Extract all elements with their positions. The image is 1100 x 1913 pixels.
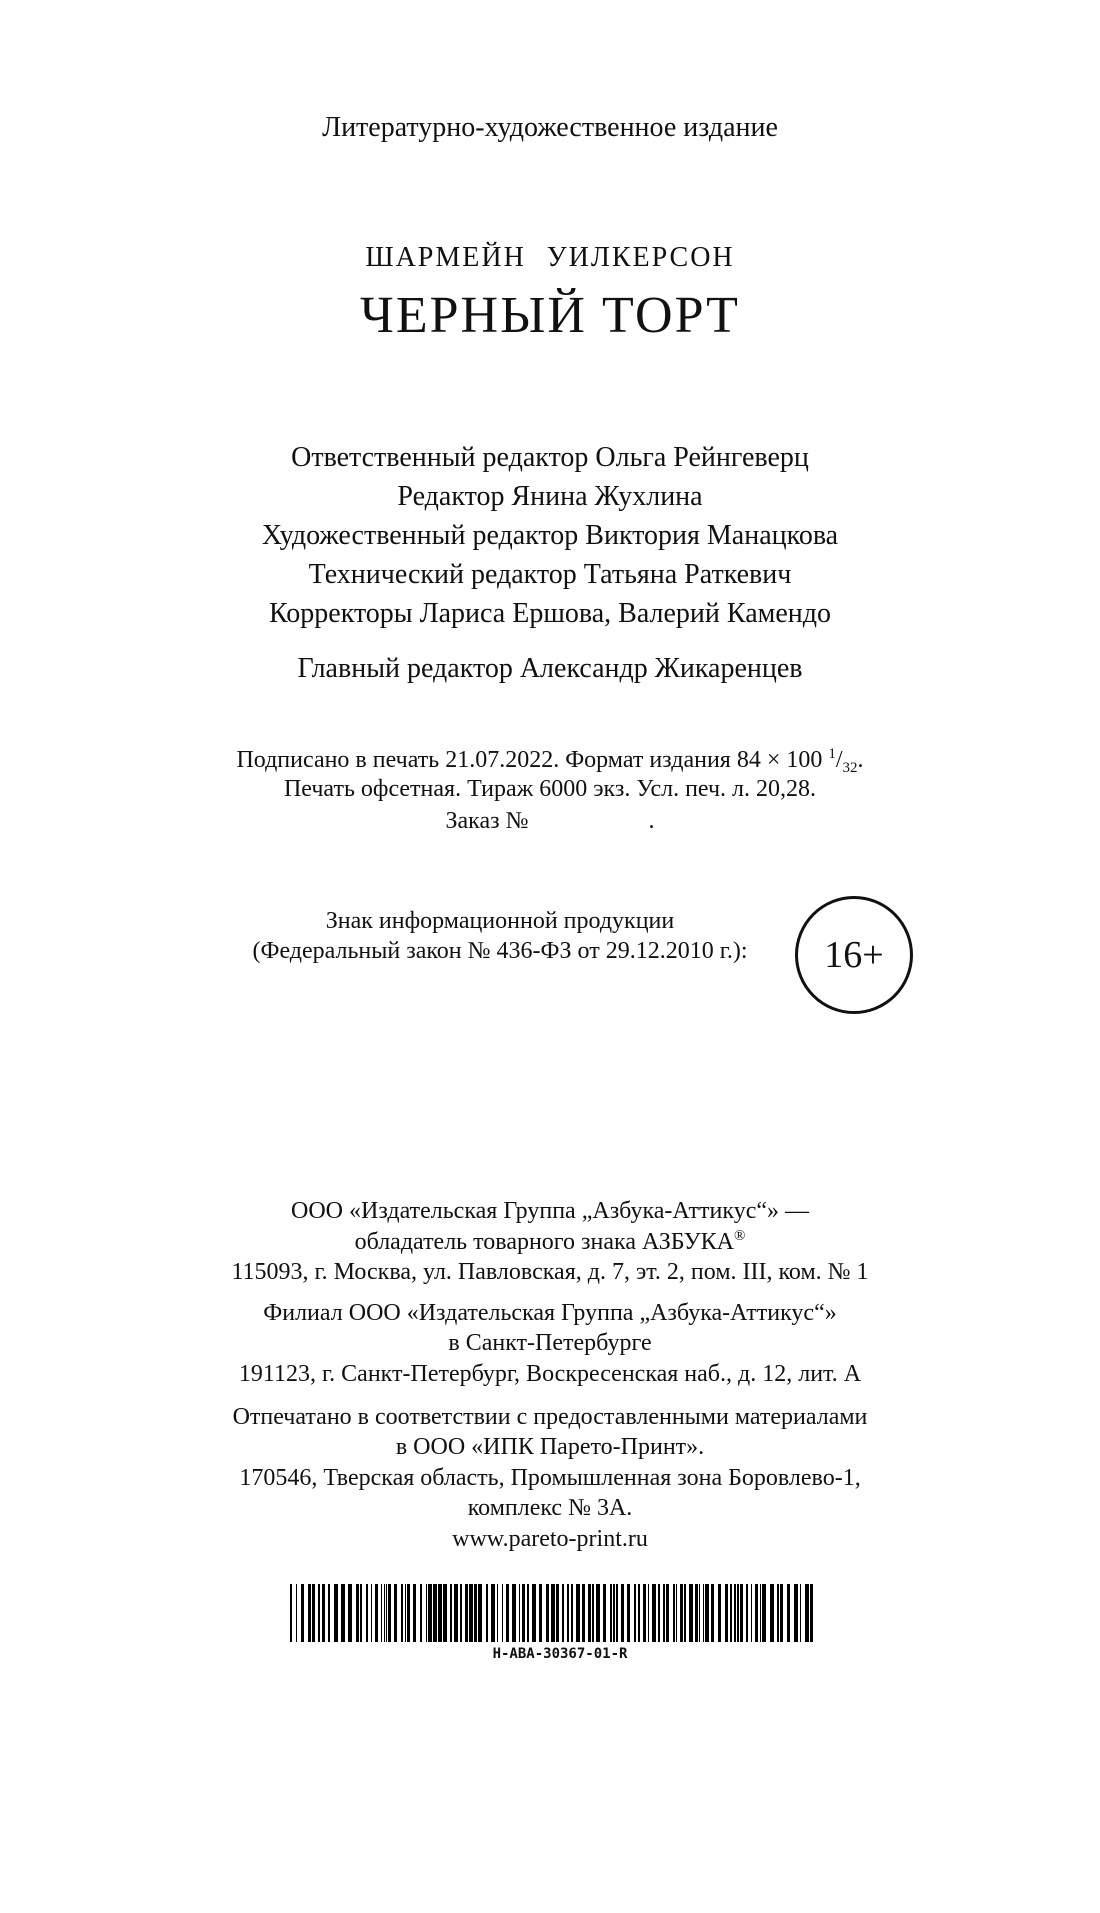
barcode-bar xyxy=(658,1584,660,1642)
barcode-bar xyxy=(384,1584,385,1642)
barcode-bar xyxy=(576,1584,580,1642)
barcode-bar xyxy=(366,1584,368,1642)
barcode-bar xyxy=(438,1584,442,1642)
printer-website: www.pareto-print.ru xyxy=(452,1526,648,1552)
barcode-bar xyxy=(460,1584,462,1642)
barcode-bar xyxy=(787,1584,790,1642)
barcode-bar xyxy=(770,1584,774,1642)
barcode-bar xyxy=(474,1584,477,1642)
barcode-bar xyxy=(407,1584,410,1642)
barcode-bar xyxy=(556,1584,559,1642)
barcode-code: H-ABA-30367-01-R xyxy=(492,1646,628,1662)
barcode-bar xyxy=(695,1584,698,1642)
print-format-line: Подписано в печать 21.07.2022. Формат издания 84 × 100 $^1/_{32}$. xyxy=(236,746,864,776)
barcode-bar xyxy=(426,1584,427,1642)
barcode-bar xyxy=(592,1584,594,1642)
age-rating-label: Знак информационной продукции xyxy=(325,908,675,934)
barcode-bar xyxy=(627,1584,630,1642)
barcode-bar xyxy=(621,1584,624,1642)
barcode-bar xyxy=(760,1584,761,1642)
barcode-bar xyxy=(551,1584,555,1642)
barcode-bar xyxy=(506,1584,509,1642)
barcode-bar xyxy=(381,1584,382,1642)
barcode-bar xyxy=(567,1584,569,1642)
barcode-bar xyxy=(762,1584,766,1642)
age-rating-law: (Федеральный закон № 436-ФЗ от 29.12.2010 г.): xyxy=(252,938,748,964)
barcode-bar xyxy=(596,1584,600,1642)
barcode-bar xyxy=(603,1584,606,1642)
barcode-bar xyxy=(751,1584,752,1642)
barcode-bar xyxy=(703,1584,704,1642)
printer-line: Отпечатано в соответствии с предоставленными материалами xyxy=(232,1404,868,1430)
barcode-bar xyxy=(522,1584,525,1642)
barcode-bar xyxy=(666,1584,669,1642)
barcode-bar xyxy=(613,1584,615,1642)
printer-address: 170546, Тверская область, Промышленная зона Боровлево-1, xyxy=(239,1465,861,1491)
barcode-bar xyxy=(794,1584,798,1642)
order-suffix: . xyxy=(648,808,655,834)
barcode-bar xyxy=(486,1584,488,1642)
age-rating-badge xyxy=(795,896,913,1014)
publisher-trademark xyxy=(0,1228,1100,1256)
barcode-bar xyxy=(737,1584,739,1642)
age-rating-value: 16+ xyxy=(824,934,884,976)
barcode-bar xyxy=(296,1584,297,1642)
barcode-bar xyxy=(718,1584,721,1642)
barcode-bar xyxy=(478,1584,482,1642)
barcode-bar xyxy=(497,1584,498,1642)
book-author: ШАРМЕЙН УИЛКЕРСОН xyxy=(365,242,735,273)
barcode-bar xyxy=(582,1584,585,1642)
barcode-bar xyxy=(290,1584,292,1642)
barcode-bar xyxy=(465,1584,468,1642)
barcode-bar xyxy=(420,1584,422,1642)
format-numerator: 1 xyxy=(828,746,836,762)
barcode-bar xyxy=(755,1584,758,1642)
barcode-bar xyxy=(571,1584,573,1642)
barcode-bar xyxy=(705,1584,709,1642)
barcode-bar xyxy=(689,1584,693,1642)
barcode-bar xyxy=(527,1584,529,1642)
barcode-bar xyxy=(740,1584,743,1642)
credit-line: Редактор Янина Жухлина xyxy=(397,481,703,512)
barcode-bar xyxy=(800,1584,801,1642)
order-line xyxy=(0,808,1100,835)
barcode-bar xyxy=(469,1584,473,1642)
barcode-bar xyxy=(780,1584,783,1642)
printer-name: в ООО «ИПК Парето-Принт». xyxy=(395,1434,705,1460)
branch-address: 191123, г. Санкт-Петербург, Воскресенская наб., д. 12, лит. А xyxy=(238,1361,862,1387)
chief-editor: Главный редактор Александр Жикаренцев xyxy=(297,653,803,684)
printer-complex: комплекс № 3А. xyxy=(467,1495,633,1521)
barcode-bar xyxy=(734,1584,736,1642)
barcode-bar xyxy=(405,1584,406,1642)
trademark-text: обладатель товарного знака АЗБУКА xyxy=(354,1229,735,1255)
barcode-bar xyxy=(491,1584,495,1642)
barcode-bar xyxy=(616,1584,618,1642)
barcode-bar xyxy=(730,1584,732,1642)
credit-line: Корректоры Лариса Ершова, Валерий Камендо xyxy=(269,598,831,629)
barcode-bar xyxy=(638,1584,640,1642)
format-denominator: 32 xyxy=(842,760,858,776)
barcode-bar xyxy=(725,1584,728,1642)
barcode-bar xyxy=(454,1584,458,1642)
barcode-bar xyxy=(334,1584,338,1642)
barcode-bar xyxy=(610,1584,612,1642)
barcode-bar xyxy=(810,1584,813,1642)
barcode-bar xyxy=(699,1584,700,1642)
barcode-bar xyxy=(356,1584,359,1642)
barcode-bar xyxy=(588,1584,591,1642)
barcode-bar xyxy=(746,1584,748,1642)
barcode-bar xyxy=(663,1584,665,1642)
barcode-bar xyxy=(532,1584,536,1642)
barcode-bar xyxy=(502,1584,503,1642)
branch-line: Филиал ООО «Издательская Группа „Азбука-Аттикус“» xyxy=(263,1300,837,1326)
order-label: Заказ № xyxy=(445,808,529,834)
print-format-text: Подписано в печать 21.07.2022. Формат издания 84 × 100 xyxy=(236,747,829,773)
credit-line: Технический редактор Татьяна Раткевич xyxy=(308,559,792,590)
barcode-bar xyxy=(539,1584,542,1642)
barcode-bar xyxy=(348,1584,352,1642)
barcode-bar xyxy=(805,1584,809,1642)
barcode-bar xyxy=(386,1584,387,1642)
barcode-bar xyxy=(328,1584,330,1642)
barcode-image xyxy=(290,1584,820,1642)
barcode-bar xyxy=(546,1584,549,1642)
barcode-bar xyxy=(413,1584,416,1642)
barcode-bar xyxy=(308,1584,311,1642)
barcode-bar xyxy=(318,1584,320,1642)
book-title: ЧЕРНЫЙ ТОРТ xyxy=(360,287,740,344)
barcode-bar xyxy=(443,1584,447,1642)
barcode-bar xyxy=(519,1584,520,1642)
barcode-bar xyxy=(676,1584,677,1642)
publisher-line: ООО «Издательская Группа „Азбука-Аттикус“» — xyxy=(291,1198,809,1224)
barcode-bar xyxy=(375,1584,378,1642)
barcode-bar xyxy=(428,1584,432,1642)
print-run-line: Печать офсетная. Тираж 6000 экз. Усл. печ. л. 20,28. xyxy=(283,776,817,802)
branch-city: в Санкт-Петербурге xyxy=(448,1330,652,1356)
barcode-bar xyxy=(777,1584,779,1642)
barcode-bar xyxy=(322,1584,325,1642)
barcode-bar xyxy=(673,1584,675,1642)
barcode-bar xyxy=(341,1584,345,1642)
barcode-bar xyxy=(312,1584,315,1642)
barcode-bar xyxy=(433,1584,437,1642)
barcode-bar xyxy=(360,1584,362,1642)
edition-type: Литературно-художественное издание xyxy=(322,112,778,143)
barcode-bar xyxy=(684,1584,686,1642)
barcode-bar xyxy=(680,1584,683,1642)
barcode-bar xyxy=(301,1584,304,1642)
barcode-bar xyxy=(512,1584,516,1642)
barcode-bar xyxy=(634,1584,636,1642)
publisher-address: 115093, г. Москва, ул. Павловская, д. 7, эт. 2, пом. III, ком. № 1 xyxy=(231,1259,869,1285)
print-format-suffix: . xyxy=(857,747,864,773)
barcode-bar xyxy=(450,1584,452,1642)
barcode-bar xyxy=(394,1584,397,1642)
credit-line: Художественный редактор Виктория Манацкова xyxy=(261,520,839,551)
barcode-bar xyxy=(562,1584,564,1642)
barcode-bar xyxy=(388,1584,391,1642)
credit-line: Ответственный редактор Ольга Рейнгеверц xyxy=(291,442,809,473)
barcode-bar xyxy=(371,1584,372,1642)
barcode-bar xyxy=(648,1584,649,1642)
barcode-bar xyxy=(711,1584,714,1642)
barcode-bar xyxy=(652,1584,656,1642)
registered-mark: ® xyxy=(734,1228,746,1244)
barcode-bar xyxy=(401,1584,403,1642)
barcode-bar xyxy=(643,1584,646,1642)
